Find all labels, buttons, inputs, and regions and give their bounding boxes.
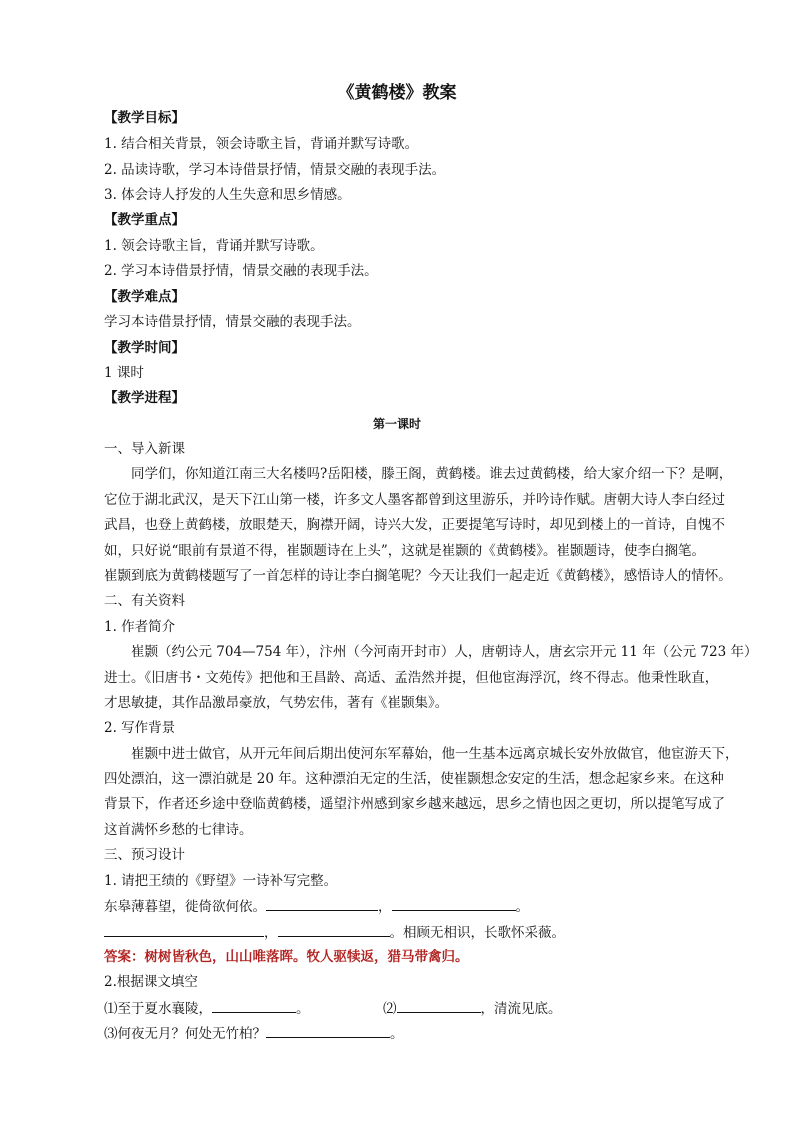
key-heading: 【教学重点】 <box>104 212 185 228</box>
poem-punct: ， <box>264 925 278 941</box>
question-2: 2.根据课文填空 <box>104 974 198 990</box>
goal-heading: 【教学目标】 <box>104 110 185 126</box>
subheading-author: 1. 作者简介 <box>104 619 176 635</box>
fill-item-2 <box>383 998 643 1019</box>
fill-blank[interactable] <box>104 922 264 937</box>
fill-item-3 <box>104 1023 696 1044</box>
poem-text: 。相顾无相识，长歌怀采薇。 <box>389 925 565 941</box>
background-paragraph-line: 崔颢中进士做官，从开元年间后期出使河东军幕始，他一生基本远离京城长安外放做官，他宦游天下， <box>131 746 739 762</box>
background-paragraph-line: 这首满怀乡愁的七律诗。 <box>104 822 253 838</box>
intro-paragraph-line: 它位于湖北武汉，是天下江山第一楼，许多文人墨客都曾到这里游乐，并吟诗作赋。唐朝大诗人李白经过 <box>104 492 725 508</box>
fill-text: ⑴至于夏水襄陵， <box>104 1001 212 1017</box>
intro-paragraph-line: 崔颢到底为黄鹤楼题写了一首怎样的诗让李白搁笔呢？今天让我们一起走近《黄鹤楼》，感悟诗人的情怀。 <box>104 568 732 584</box>
fill-blank[interactable] <box>392 896 516 911</box>
section-heading-intro: 一、导入新课 <box>104 441 185 457</box>
author-paragraph-line: 崔颢（约公元 704—754 年），汴州（今河南开封市）人，唐朝诗人，唐玄宗开元 11 年（公元 723 年） <box>131 644 758 660</box>
answer-text: 答案：树树皆秋色，山山唯落晖。牧人驱犊返，猎马带禽归。 <box>104 949 469 965</box>
fill-text: ，清流见底。 <box>480 1001 562 1017</box>
poem-punct: ， <box>378 899 392 915</box>
difficulty-text: 学习本诗借景抒情，情景交融的表现手法。 <box>104 314 361 330</box>
goal-item: 1. 结合相关背景，领会诗歌主旨，背诵并默写诗歌。 <box>104 136 419 152</box>
question-1: 1. 请把王绩的《野望》一诗补写完整。 <box>104 873 338 889</box>
background-paragraph-line: 背景下，作者还乡途中登临黄鹤楼，遥望汴州感到家乡越来越远，思乡之情也因之更切，所以提笔写成了 <box>104 796 725 812</box>
fill-blank[interactable] <box>397 998 481 1013</box>
background-paragraph-line: 四处漂泊，这一漂泊就是 20 年。这种漂泊无定的生活，使崔颢想念安定的生活，想念起家乡来。在这种 <box>104 771 724 787</box>
time-text: 1 课时 <box>104 365 144 381</box>
goal-item: 2. 品读诗歌，学习本诗借景抒情，情景交融的表现手法。 <box>104 162 446 178</box>
intro-paragraph-line: 如，只好说“眼前有景道不得，崔颢题诗在上头”，这就是崔颢的《黄鹤楼》。崔颢题诗，使李白搁笔。 <box>104 543 706 559</box>
lesson-heading: 第一课时 <box>372 417 421 431</box>
section-heading-materials: 二、有关资料 <box>104 593 185 609</box>
poem-text: 东皋薄暮望，徙倚欲何依。 <box>104 899 266 915</box>
fill-text: ⑶何夜无月？何处无竹柏？ <box>104 1026 266 1042</box>
poem-line-1 <box>104 896 696 917</box>
process-heading: 【教学进程】 <box>104 390 185 406</box>
poem-line-2 <box>104 922 696 943</box>
fill-blank[interactable] <box>266 896 378 911</box>
poem-punct: 。 <box>515 899 529 915</box>
document-title: 《黄鹤楼》教案 <box>337 83 457 103</box>
fill-blank[interactable] <box>212 998 296 1013</box>
difficulty-heading: 【教学难点】 <box>104 289 185 305</box>
key-item: 1. 领会诗歌主旨，背诵并默写诗歌。 <box>104 238 324 254</box>
fill-punct: 。 <box>390 1026 404 1042</box>
key-item: 2. 学习本诗借景抒情，情景交融的表现手法。 <box>104 263 378 279</box>
fill-text: ⑵ <box>383 1001 397 1017</box>
goal-item: 3. 体会诗人抒发的人生失意和思乡情感。 <box>104 187 351 203</box>
time-heading: 【教学时间】 <box>104 340 185 356</box>
author-paragraph-line: 进士。《旧唐书・文苑传》把他和王昌龄、高适、孟浩然并提，但他宦海浮沉，终不得志。他秉性耿直， <box>104 670 719 686</box>
fill-blank[interactable] <box>266 1023 390 1038</box>
subheading-background: 2. 写作背景 <box>104 720 176 736</box>
fill-item-1 <box>104 998 314 1019</box>
fill-punct: 。 <box>296 1001 310 1017</box>
section-heading-preview: 三、预习设计 <box>104 847 185 863</box>
author-paragraph-line: 才思敏捷，其作品激昂豪放，气势宏伟，著有《崔颢集》。 <box>104 695 449 711</box>
fill-blank[interactable] <box>278 922 390 937</box>
intro-paragraph-line: 武昌，也登上黄鹤楼，放眼楚天，胸襟开阔，诗兴大发，正要提笔写诗时，却见到楼上的一首诗，自愧不 <box>104 517 725 533</box>
intro-paragraph-line: 同学们，你知道江南三大名楼吗?岳阳楼，滕王阁，黄鹤楼。谁去过黄鹤楼，给大家介绍一下？是啊， <box>131 466 733 482</box>
